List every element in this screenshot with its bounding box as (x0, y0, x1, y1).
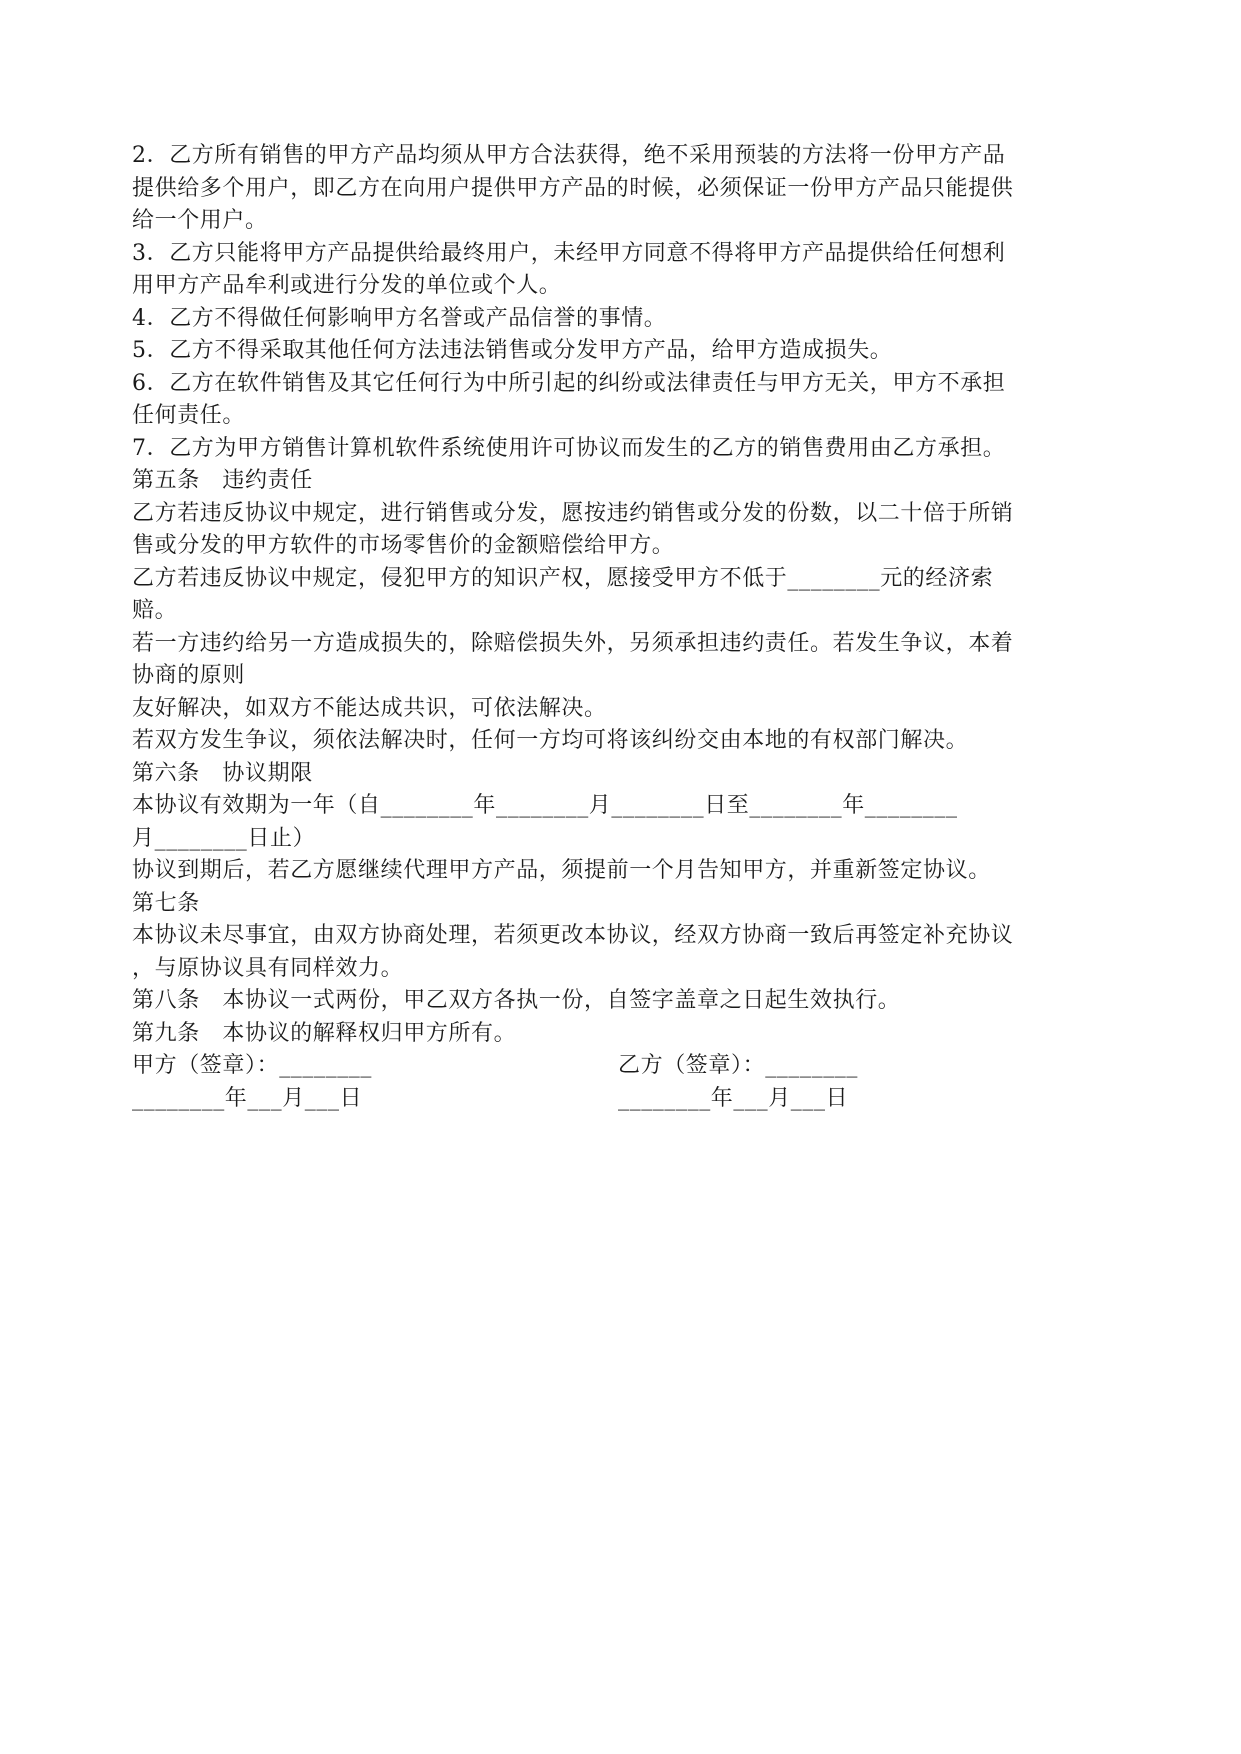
article-8: 第八条 本协议一式两份，甲乙双方各执一份，自签字盖章之日起生效执行。 (132, 988, 901, 1013)
article-5-para-2-line-1: 乙方若违反协议中规定，侵犯甲方的知识产权，愿接受甲方不低于________元的经济索 (132, 565, 994, 591)
article-5-para-5: 若双方发生争议，须依法解决时，任何一方均可将该纠纷交由本地的有权部门解决。 (132, 728, 969, 753)
clause-7: 7．乙方为甲方销售计算机软件系统使用许可协议而发生的乙方的销售费用由乙方承担。 (132, 435, 1006, 461)
article-5-para-1-line-1: 乙方若违反协议中规定，进行销售或分发，愿按违约销售或分发的份数，以二十倍于所销 (132, 500, 1014, 526)
clause-3-line-2: 用甲方产品牟利或进行分发的单位或个人。 (132, 273, 562, 298)
party-b-signature: 乙方（签章）：________ (618, 1053, 859, 1078)
article-9: 第九条 本协议的解释权归甲方所有。 (132, 1020, 517, 1046)
signature-row (132, 1050, 1112, 1083)
party-b-date: ________年___月___日 (618, 1085, 849, 1111)
article-6-heading: 第六条 协议期限 (132, 760, 313, 786)
clause-6-line-2: 任何责任。 (132, 403, 246, 428)
article-5-para-1-line-2: 售或分发的甲方软件的市场零售价的金额赔偿给甲方。 (132, 533, 675, 558)
clause-2-line-3: 给一个用户。 (132, 208, 268, 233)
clause-5: 5．乙方不得采取其他任何方法违法销售或分发甲方产品，给甲方造成损失。 (132, 338, 893, 363)
article-7-heading: 第七条 (132, 890, 200, 916)
article-6-term-line-2: 月________日止） (132, 825, 316, 851)
clause-2-line-2: 提供给多个用户，即乙方在向用户提供甲方产品的时候，必须保证一份甲方产品只能提供 (132, 175, 1014, 201)
clause-4: 4．乙方不得做任何影响甲方名誉或产品信誉的事情。 (132, 305, 667, 331)
contract-text (132, 140, 1112, 1115)
article-5-para-2-line-2: 赔。 (132, 598, 178, 623)
article-5-para-3-line-2: 协商的原则 (132, 663, 246, 688)
article-5-heading: 第五条 违约责任 (132, 468, 313, 493)
clause-2-line-1: 2．乙方所有销售的甲方产品均须从甲方合法获得，绝不采用预装的方法将一份甲方产品 (132, 143, 1006, 168)
party-a-date: ________年___月___日 (132, 1085, 363, 1111)
party-a-signature: 甲方（签章）：________ (132, 1053, 373, 1078)
article-5-para-3-line-1: 若一方违约给另一方造成损失的，除赔偿损失外，另须承担违约责任。若发生争议，本着 (132, 630, 1014, 656)
date-row (132, 1083, 1112, 1116)
article-6-term-line-1: 本协议有效期为一年（自________年________月________日至________年________ (132, 793, 958, 818)
article-7-line-2: ，与原协议具有同样效力。 (132, 955, 404, 981)
clause-3-line-1: 3．乙方只能将甲方产品提供给最终用户，未经甲方同意不得将甲方产品提供给任何想利 (132, 240, 1006, 266)
article-6-renewal: 协议到期后，若乙方愿继续代理甲方产品，须提前一个月告知甲方，并重新签定协议。 (132, 858, 991, 883)
clause-6-line-1: 6．乙方在软件销售及其它任何行为中所引起的纠纷或法律责任与甲方无关，甲方不承担 (132, 370, 1006, 396)
article-5-para-4: 友好解决，如双方不能达成共识，可依法解决。 (132, 695, 607, 721)
article-7-line-1: 本协议未尽事宜，由双方协商处理，若须更改本协议，经双方协商一致后再签定补充协议 (132, 923, 1014, 948)
